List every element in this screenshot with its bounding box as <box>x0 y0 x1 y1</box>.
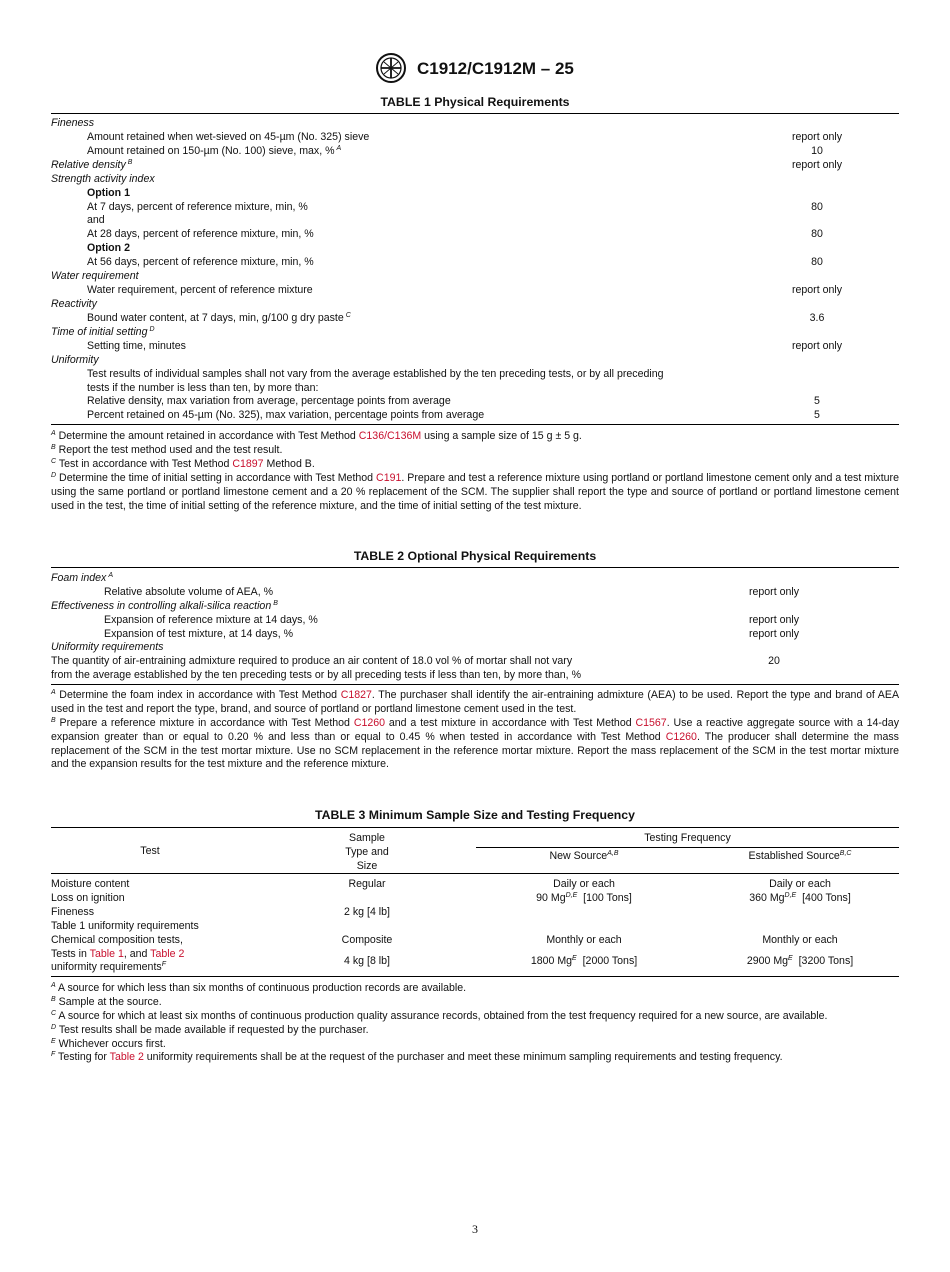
table2-bottom-rule <box>51 684 899 685</box>
link-table2-footnote[interactable]: Table 2 <box>109 1051 144 1063</box>
page-number: 3 <box>472 1222 478 1236</box>
table3-head-test: Test <box>140 845 160 857</box>
table3-row-fineness: Fineness <box>51 906 94 918</box>
sample-4kg: 4 kg [8 lb] <box>344 955 390 967</box>
table2-row-value: 20 <box>768 655 780 667</box>
table3-head-sample: Sample Type and Size <box>345 832 389 872</box>
table3-row-moisture: Moisture content <box>51 878 130 890</box>
table1-row-label: Bound water content, at 7 days, min, g/100 g dry paste $^C$ <box>87 312 351 324</box>
table1-row-label: Option 1 <box>87 187 130 199</box>
table1-bottom-rule <box>51 424 899 425</box>
link-c1827[interactable]: C1827 <box>340 689 372 701</box>
est-daily: Daily or each <box>769 878 831 890</box>
new-monthly: Monthly or each <box>546 934 622 946</box>
table3-freq-rule <box>476 847 899 848</box>
link-c1567[interactable]: C1567 <box>635 717 667 729</box>
table1-row-value: 80 <box>811 201 823 213</box>
table1-row-label: Water requirement <box>51 270 139 282</box>
link-table1[interactable]: Table 1 <box>89 948 124 960</box>
new-daily: Daily or each <box>553 878 615 890</box>
table3-footnote-e: $^E$ Whichever occurs first. <box>51 1038 166 1050</box>
table1-row-label: Time of initial setting $^D$ <box>51 326 155 338</box>
table2-row-label: Relative absolute volume of AEA, % <box>104 586 274 598</box>
table3-head-frequency: Testing Frequency <box>644 832 731 844</box>
document-designation: C1912/C1912M – 25 <box>417 59 574 78</box>
table1-footnote-c: $^C$ Test in accordance with Test Method C1897 Method B. <box>51 458 315 470</box>
table3-row-t1-uniformity: Table 1 uniformity requirements <box>51 920 199 932</box>
table1-row-label: Setting time, minutes <box>87 340 186 352</box>
table2-title: TABLE 2 Optional Physical Requirements <box>353 549 597 563</box>
table1-row-label: At 7 days, percent of reference mixture, min, % <box>87 201 308 213</box>
table3-row-loi: Loss on ignition <box>51 892 125 904</box>
table1-row-label: Percent retained on 45-µm (No. 325), max variation, percentage points from average <box>87 409 485 421</box>
table2-row-value: report only <box>748 586 800 598</box>
sample-2kg: 2 kg [4 lb] <box>344 906 390 918</box>
table1-row-label: Fineness <box>51 117 94 129</box>
table2-row-value: report only <box>748 614 800 626</box>
table1-row-label: Amount retained when wet-sieved on 45-µm (No. 325) sieve <box>87 131 370 143</box>
link-c1260-2[interactable]: C1260 <box>665 730 697 743</box>
table1-row-value: 80 <box>811 256 823 268</box>
table1-row-label: At 28 days, percent of reference mixture, min, % <box>87 228 314 240</box>
table3-head-new-source: New Source$^{A,B}$ <box>549 850 619 862</box>
table1-footnote-d: $^D$ Determine the time of initial setting in accordance with Test Method C191. Prepare and test a reference mixture using portland or portland limestone cement only and a test mixture using the same portland or portland limestone cement and a 20 % replacement of the SCM. The supplier shall report the type and source of portland or portland limestone cement used in the test, the time of initial setting of the reference mixture, and the time of initial setting of the test mixture. <box>51 472 899 512</box>
table3-top-rule <box>51 827 899 828</box>
table2-row-value: report only <box>748 628 800 640</box>
table3-footnote-f: $^F$ Testing for Table 2 uniformity requirements shall be at the request of the purchaser and meet these minimum sampling requirements and testing frequency. <box>51 1051 783 1063</box>
table3-row-chemical: Chemical composition tests, <box>51 934 183 946</box>
new-1800mg: 1800 $Mg^E$ [2000 Tons] <box>530 955 638 967</box>
table1-row-label: Water requirement, percent of reference mixture <box>87 284 313 296</box>
table2-row-label: Expansion of reference mixture at 14 days, % <box>104 614 318 626</box>
table3-footnote-a: $^A$ A source for which less than six months of continuous production records are available. <box>51 982 467 994</box>
sample-regular: Regular <box>348 878 386 890</box>
est-2900mg: 2900 $Mg^E$ [3200 Tons] <box>746 955 854 967</box>
table1-row-value: 3.6 <box>809 312 825 324</box>
table1-row-value: 10 <box>811 145 823 157</box>
link-table2[interactable]: Table 2 <box>150 948 185 960</box>
table1-row-value: report only <box>791 131 843 143</box>
table2-footnote-b: $^B$ Prepare a reference mixture in accordance with Test Method C1260 and a test mixture in accordance with Test Method C1567. Use a reactive aggregate source with a 14-day expansion greater than or equal to 0.20 % and less than or equal to 0.45 % when tested in accordance with Test Method C1260. The producer shall determine the mass replacement of the SCM in the test mortar mixture. Use no SCM replacement in the reference mortar mixture. Report the mass replacement of the SCM in the test mortar mixture and the expansion results for the test mixture and the reference mixture. <box>51 717 899 771</box>
table1-row-value: 5 <box>814 395 820 407</box>
table1-footnote-b: $^B$ Report the test method used and the test result. <box>51 444 283 456</box>
table3-row-tests-in: Tests in Table 1, and Table 2 <box>51 948 185 960</box>
table1-row-label: Amount retained on 150-µm (No. 100) sieve, max, % $^A$ <box>87 145 342 157</box>
table3-head-established-source: Established Source$^{B,C}$ <box>748 850 852 862</box>
table2-row-label: Uniformity requirements <box>51 641 164 653</box>
table1-row-label: Strength activity index <box>51 173 155 185</box>
sample-composite: Composite <box>341 934 393 946</box>
table2-row-label: Foam index $^A$ <box>51 572 114 584</box>
table1-row-value: 80 <box>811 228 823 240</box>
table3-footnote-d: $^D$ Test results shall be made available if requested by the purchaser. <box>51 1024 369 1036</box>
table1-row-label: and <box>87 214 105 226</box>
table1-row-label: tests if the number is less than ten, by more than: <box>87 382 319 394</box>
table2-top-rule <box>51 567 899 568</box>
table3-row-uniformity: uniformity requirements$^F$ <box>51 961 166 973</box>
table1-row-label: Relative density $^B$ <box>51 159 133 171</box>
table1-row-value: report only <box>791 159 843 171</box>
table1-row-label: Uniformity <box>51 354 99 366</box>
link-c1897[interactable]: C1897 <box>232 458 264 470</box>
table1-row-value: report only <box>791 340 843 352</box>
table1-top-rule <box>51 113 899 114</box>
table2-row-label: from the average established by the ten preceding tests or by all preceding tests if less than ten, by more than, % <box>51 669 581 681</box>
table1-row-label: Relative density, max variation from average, percentage points from average <box>87 395 451 407</box>
astm-logo-icon <box>372 52 410 84</box>
table2-row-label: The quantity of air-entraining admixture required to produce an air content of 18.0 vol % of mortar shall not vary <box>51 655 573 667</box>
table3-footnote-c: $^C$ A source for which at least six months of continuous production quality assurance records, obtained from the test frequency required for a new source, are available. <box>51 1010 828 1022</box>
table1-row-label: Test results of individual samples shall not vary from the average established by the ten preceding tests, or by all preceding <box>87 368 664 380</box>
link-c1260[interactable]: C1260 <box>353 717 386 729</box>
link-c191[interactable]: C191 <box>376 472 402 484</box>
table3-bottom-rule <box>51 976 899 977</box>
table2-footnote-a: $^A$ Determine the foam index in accordance with Test Method C1827. The purchaser shall identify the air-entraining admixture (AEA) to be used. Report the type and brand of AEA used in the test and report the type, brand, and source of portland or portland limestone cement used in the test. <box>51 689 900 715</box>
est-monthly: Monthly or each <box>762 934 838 946</box>
table3-footnote-b: $^B$ Sample at the source. <box>51 996 162 1008</box>
table1-row-label: Reactivity <box>51 298 97 310</box>
table1-row-value: 5 <box>814 409 820 421</box>
table1-title: TABLE 1 Physical Requirements <box>380 95 570 109</box>
new-90mg: 90 $Mg^{D,E}$ [100 Tons] <box>536 892 632 904</box>
table1-footnote-a: $^A$ Determine the amount retained in accordance with Test Method C136/C136M using a sample size of 15 g ± 5 g. <box>51 430 582 442</box>
link-c136[interactable]: C136/C136M <box>358 430 422 442</box>
est-360mg: 360 $Mg^{D,E}$ [400 Tons] <box>749 892 851 904</box>
table1-row-label: Option 2 <box>87 242 130 254</box>
table2-row-label: Effectiveness in controlling alkali-silica reaction $^B$ <box>51 600 278 612</box>
table3-head-rule <box>51 873 899 874</box>
table3-title: TABLE 3 Minimum Sample Size and Testing Frequency <box>314 808 635 822</box>
table1-row-value: report only <box>791 284 843 296</box>
table2-row-label: Expansion of test mixture, at 14 days, % <box>104 628 294 640</box>
table1-row-label: At 56 days, percent of reference mixture, min, % <box>87 256 314 268</box>
